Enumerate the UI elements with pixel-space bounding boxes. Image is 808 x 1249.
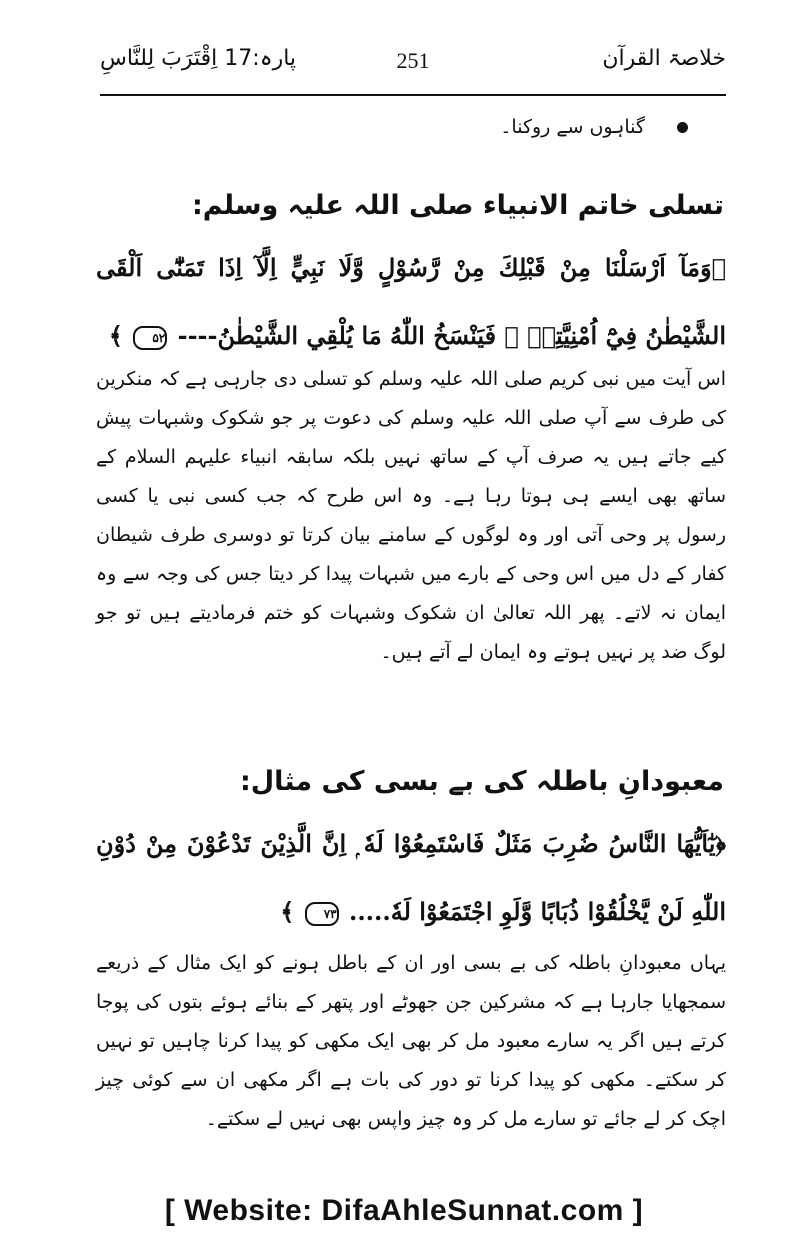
verse-close-bracket: ﴾ <box>108 321 123 350</box>
verse-text: ﴿يٰٓاَيُّهَا النَّاسُ ضُرِبَ مَثَلٌ فَاسْتَمِعُوْا لَهٗ ۭ اِنَّ الَّذِيْنَ تَدْعُوْنَ مِنْ دُوْنِ اللّٰهِ لَنْ يَّخْلُقُوْا ذُبَابًا وَّلَوِ اجْتَمَعُوْا لَهٗ..... <box>96 829 726 926</box>
ayah-number-marker: ۵۲ <box>133 326 167 350</box>
paragraph-text: یہاں معبودانِ باطلہ کی بے بسی اور ان کے باطل ہونے کو ایک مثال کے ذریعے سمجھایا جارہا ہے کہ مشرکین جن جھوٹے اور پتھر کے بنائے ہوئے بتوں کی پوجا کرتے ہیں اگر یہ سارے معبود مل کر بھی ایک مکھی کو پیدا کرنا چاہیں تو نہیں کر سکتے۔ مکھی کو پیدا کرنا تو دور کی بات ہے اگر مکھی ان سے کوئی چیز اچک کر لے جائے تو سارے مل کر وہ چیز واپس بھی نہیں لے سکتے۔ <box>96 952 726 1130</box>
paragraph-text: اس آیت میں نبی کریم صلی اللہ علیہ وسلم کو تسلی دی جارہی ہے کہ منکرین کی طرف سے آپ صلی اللہ علیہ وسلم کی دعوت پر جو شکوک وشبہات پیش کیے جاتے ہیں یہ صرف آپ کے ساتھ نہیں بلکہ سابقہ انبیاء علیہم السلام کے ساتھ بھی ایسے ہی ہوتا رہا ہے۔ وہ اس طرح کہ جب کسی نبی یا کسی رسول پر وحی آتی اور وہ لوگوں کے سامنے بیان کرتا تو دوسری طرف شیطان کفار کے دل میں اس وحی کے بارے میں شبہات پیدا کر دیتا جس کی وجہ سے وہ ایمان نہ لاتے۔ پھر اللہ تعالیٰ ان شکوک وشبہات کو ختم فرمادیتے ہیں تو جو لوگ ضد پر نہیں ہوتے وہ ایمان لے آتے ہیں۔ <box>96 368 726 663</box>
verse-close-bracket: ﴾ <box>280 897 295 926</box>
verse-text: ﴿وَمَآ اَرْسَلْنَا مِنْ قَبْلِكَ مِنْ رَّسُوْلٍ وَّلَا نَبِيٍّ اِلَّآ اِذَا تَمَنّٰٓى اَلْقَى الشَّيْطٰنُ فِيْٓ اُمْنِيَّتِهٖ ۚ فَيَنْسَخُ اللّٰهُ مَا يُلْقِي الشَّيْطٰنُ---- <box>96 253 726 350</box>
para-label: پارہ:17 اِقْتَرَبَ لِلنَّاسِ <box>100 46 297 71</box>
explanation-paragraph-1 <box>96 360 726 672</box>
section-heading-false-deities: معبودانِ باطلہ کی بے بسی کی مثال: <box>239 766 724 797</box>
book-title: خلاصۃ القرآن <box>602 46 726 71</box>
header-divider <box>100 94 726 96</box>
section-heading-consolation: تسلی خاتم الانبیاء صلی اللہ علیہ وسلم: <box>191 190 724 221</box>
bullet-text: گناہوں سے روکنا۔ <box>500 116 645 138</box>
quran-verse-1 <box>96 234 726 370</box>
page-header <box>100 40 726 92</box>
website-footer: [ Website: DifaAhleSunnat.com ] <box>164 1194 644 1227</box>
bullet-icon <box>677 122 688 133</box>
page-number: 251 <box>396 48 430 73</box>
explanation-paragraph-2 <box>96 944 726 1139</box>
quran-verse-2 <box>96 810 726 946</box>
ayah-number-marker: ۷۳ <box>305 902 339 926</box>
bullet-item <box>500 116 688 138</box>
